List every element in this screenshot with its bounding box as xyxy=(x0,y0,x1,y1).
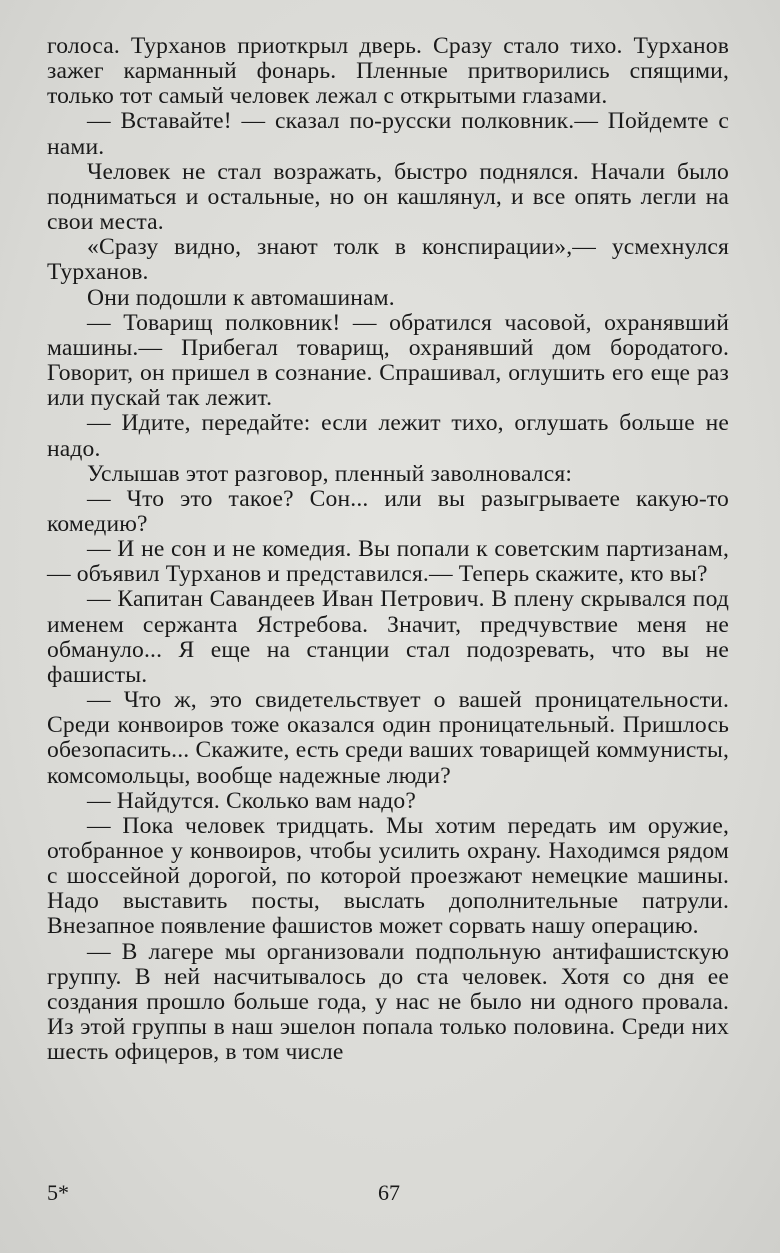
paragraph: «Сразу видно, знают толк в конспирации»,— усмехнулся Турханов. xyxy=(47,234,729,286)
paragraph: — И не сон и не комедия. Вы попали к советским партизанам,— объявил Турханов и представился.— Теперь скажите, кто вы? xyxy=(47,536,729,588)
paragraph: — Пока человек тридцать. Мы хотим передать им оружие, отобранное у конвоиров, чтобы усилить охрану. Находимся рядом с шоссейной дорогой, по которой проезжают немецкие машины. Надо выставить посты, выслать дополнительные патрули. Внезапное появление фашистов может сорвать нашу операцию. xyxy=(47,812,729,940)
paragraph: Услышав этот разговор, пленный заволновался: xyxy=(87,460,573,487)
page-text xyxy=(47,34,729,1065)
paragraph: — Капитан Савандеев Иван Петрович. В плену скрывался под именем сержанта Ястребова. Значит, предчувствие меня не обмануло... Я еще на станции стал подозревать, что вы не фашисты. xyxy=(47,586,729,688)
page-number: 67 xyxy=(378,1180,400,1205)
paragraph: Человек не стал возражать, быстро поднялся. Начали было подниматься и остальные, но он кашлянул, и все опять легли на свои места. xyxy=(47,158,729,236)
paragraph: голоса. Турханов приоткрыл дверь. Сразу стало тихо. Турханов зажег карманный фонарь. Пленные притворились спящими, только тот самый человек лежал с открытыми глазами. xyxy=(47,33,729,110)
paragraph: Они подошли к автомашинам. xyxy=(87,284,395,311)
paragraph: — Что ж, это свидетельствует о вашей проницательности. Среди конвоиров тоже оказался один проницательный. Пришлось обезопасить... Скажите, есть среди ваших товарищей коммунисты, комсомольцы, вообще надежные люди? xyxy=(47,687,729,789)
signature-mark: 5* xyxy=(47,1180,69,1205)
paragraph: — Найдутся. Сколько вам надо? xyxy=(87,787,416,814)
paragraph: — Вставайте! — сказал по-русски полковник.— Пойдемте с нами. xyxy=(47,108,729,160)
paragraph: — Что это такое? Сон... или вы разыгрываете какую-то комедию? xyxy=(47,485,729,537)
paragraph: — Идите, передайте: если лежит тихо, оглушать больше не надо. xyxy=(47,410,729,462)
paragraph: — В лагере мы организовали подпольную антифашистскую группу. В ней насчитывалось до ста человек. Хотя со дня ее создания прошло больше года, у нас не было ни одного провала. Из этой группы в наш эшелон попала только половина. Среди них шесть офицеров, в том числе xyxy=(47,938,729,1066)
paragraph: — Товарищ полковник! — обратился часовой, охранявший машины.— Прибегал товарищ, охранявший дом бородатого. Говорит, он пришел в сознание. Спрашивал, оглушить его еще раз или пускай так лежит. xyxy=(47,309,729,412)
